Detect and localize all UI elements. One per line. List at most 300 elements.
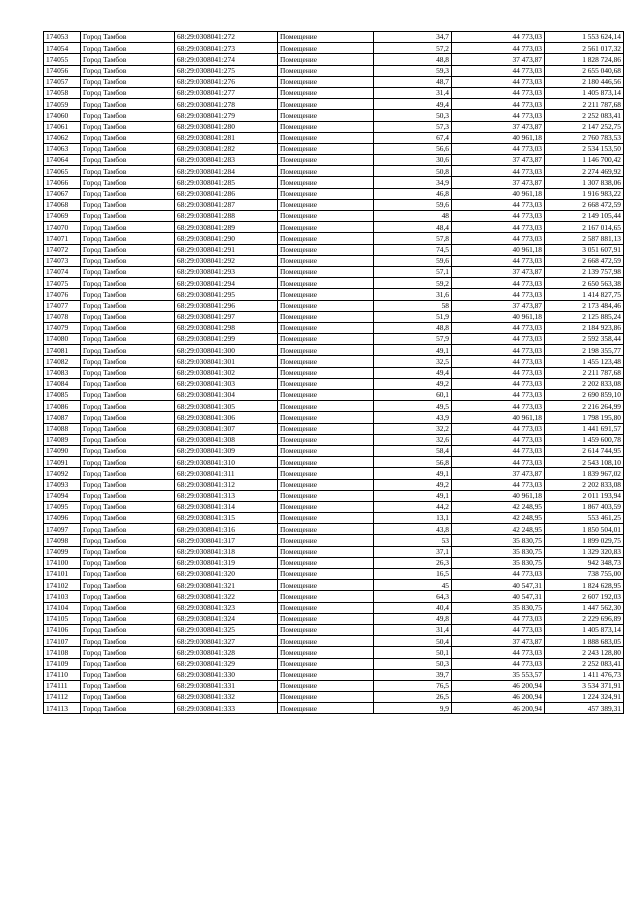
cell-object-type: Помещение <box>278 188 374 199</box>
cell-object-type: Помещение <box>278 569 374 580</box>
cell-municipality: Город Тамбов <box>81 266 175 277</box>
table-row <box>44 546 624 557</box>
cell-area: 34,7 <box>374 32 452 43</box>
cell-specific-value: 44 773,03 <box>452 390 545 401</box>
cell-cadastral-number: 68:29:0308041:315 <box>175 513 278 524</box>
cell-municipality: Город Тамбов <box>81 211 175 222</box>
table-row <box>44 87 624 98</box>
cell-municipality: Город Тамбов <box>81 199 175 210</box>
cell-row-number: 174088 <box>44 423 81 434</box>
table-row <box>44 121 624 132</box>
cell-row-number: 174058 <box>44 87 81 98</box>
cell-row-number: 174057 <box>44 76 81 87</box>
cell-object-type: Помещение <box>278 692 374 703</box>
cell-specific-value: 44 773,03 <box>452 356 545 367</box>
cell-specific-value: 37 473,87 <box>452 177 545 188</box>
cell-municipality: Город Тамбов <box>81 490 175 501</box>
cell-cadastral-value: 2 125 885,24 <box>545 311 624 322</box>
table-row <box>44 569 624 580</box>
cell-cadastral-number: 68:29:0308041:285 <box>175 177 278 188</box>
cell-specific-value: 44 773,03 <box>452 65 545 76</box>
table-row <box>44 222 624 233</box>
cell-municipality: Город Тамбов <box>81 513 175 524</box>
cell-cadastral-number: 68:29:0308041:295 <box>175 289 278 300</box>
cell-municipality: Город Тамбов <box>81 255 175 266</box>
cell-object-type: Помещение <box>278 602 374 613</box>
table-row <box>44 401 624 412</box>
cell-municipality: Город Тамбов <box>81 569 175 580</box>
cell-cadastral-value: 2 202 833,08 <box>545 479 624 490</box>
cell-specific-value: 44 773,03 <box>452 647 545 658</box>
cell-area: 48,8 <box>374 322 452 333</box>
cell-municipality: Город Тамбов <box>81 580 175 591</box>
table-row <box>44 266 624 277</box>
cell-area: 51,9 <box>374 311 452 322</box>
cell-specific-value: 35 830,75 <box>452 535 545 546</box>
cell-specific-value: 40 961,18 <box>452 188 545 199</box>
cell-row-number: 174111 <box>44 680 81 691</box>
cell-cadastral-number: 68:29:0308041:299 <box>175 334 278 345</box>
cell-object-type: Помещение <box>278 233 374 244</box>
cell-object-type: Помещение <box>278 76 374 87</box>
cell-object-type: Помещение <box>278 513 374 524</box>
cell-row-number: 174092 <box>44 468 81 479</box>
table-row <box>44 155 624 166</box>
cell-cadastral-number: 68:29:0308041:330 <box>175 669 278 680</box>
cell-municipality: Город Тамбов <box>81 121 175 132</box>
cell-cadastral-value: 1 899 029,75 <box>545 535 624 546</box>
cell-object-type: Помещение <box>278 457 374 468</box>
cell-row-number: 174112 <box>44 692 81 703</box>
cell-row-number: 174069 <box>44 211 81 222</box>
cell-municipality: Город Тамбов <box>81 378 175 389</box>
cell-row-number: 174108 <box>44 647 81 658</box>
cell-row-number: 174056 <box>44 65 81 76</box>
cell-cadastral-value: 1 839 967,02 <box>545 468 624 479</box>
cadastral-value-table <box>43 31 624 714</box>
cell-cadastral-number: 68:29:0308041:283 <box>175 155 278 166</box>
cell-municipality: Город Тамбов <box>81 624 175 635</box>
cell-object-type: Помещение <box>278 557 374 568</box>
cell-specific-value: 44 773,03 <box>452 345 545 356</box>
cell-object-type: Помещение <box>278 658 374 669</box>
cell-cadastral-value: 2 180 446,56 <box>545 76 624 87</box>
cell-cadastral-value: 1 798 195,80 <box>545 412 624 423</box>
cell-area: 74,5 <box>374 244 452 255</box>
table-row <box>44 199 624 210</box>
cell-row-number: 174089 <box>44 434 81 445</box>
table-row <box>44 658 624 669</box>
cell-specific-value: 40 547,31 <box>452 591 545 602</box>
cell-row-number: 174055 <box>44 54 81 65</box>
cell-specific-value: 44 773,03 <box>452 624 545 635</box>
cell-cadastral-value: 2 668 472,59 <box>545 199 624 210</box>
cell-cadastral-number: 68:29:0308041:316 <box>175 524 278 535</box>
cell-object-type: Помещение <box>278 244 374 255</box>
cell-cadastral-number: 68:29:0308041:300 <box>175 345 278 356</box>
cell-object-type: Помещение <box>278 155 374 166</box>
cell-cadastral-value: 1 414 827,75 <box>545 289 624 300</box>
cell-specific-value: 37 473,87 <box>452 121 545 132</box>
cell-municipality: Город Тамбов <box>81 334 175 345</box>
cell-area: 56,6 <box>374 143 452 154</box>
cell-specific-value: 40 961,18 <box>452 132 545 143</box>
cell-area: 53 <box>374 535 452 546</box>
cell-cadastral-number: 68:29:0308041:290 <box>175 233 278 244</box>
cell-cadastral-value: 1 405 873,14 <box>545 87 624 98</box>
cell-object-type: Помещение <box>278 703 374 714</box>
cell-cadastral-value: 2 216 264,99 <box>545 401 624 412</box>
cell-row-number: 174054 <box>44 43 81 54</box>
cell-cadastral-number: 68:29:0308041:311 <box>175 468 278 479</box>
cell-object-type: Помещение <box>278 591 374 602</box>
table-row <box>44 591 624 602</box>
cell-object-type: Помещение <box>278 32 374 43</box>
cell-object-type: Помещение <box>278 99 374 110</box>
cell-cadastral-value: 1 867 403,59 <box>545 501 624 512</box>
cell-area: 49,5 <box>374 401 452 412</box>
cell-row-number: 174072 <box>44 244 81 255</box>
cell-row-number: 174082 <box>44 356 81 367</box>
cell-municipality: Город Тамбов <box>81 132 175 143</box>
cell-municipality: Город Тамбов <box>81 188 175 199</box>
cell-cadastral-value: 1 146 700,42 <box>545 155 624 166</box>
cell-specific-value: 37 473,87 <box>452 266 545 277</box>
cell-cadastral-value: 457 389,31 <box>545 703 624 714</box>
cell-specific-value: 40 961,18 <box>452 311 545 322</box>
cell-cadastral-number: 68:29:0308041:304 <box>175 390 278 401</box>
cell-cadastral-value: 2 534 153,50 <box>545 143 624 154</box>
cell-municipality: Город Тамбов <box>81 423 175 434</box>
cell-municipality: Город Тамбов <box>81 311 175 322</box>
cell-object-type: Помещение <box>278 390 374 401</box>
cell-cadastral-number: 68:29:0308041:331 <box>175 680 278 691</box>
cell-specific-value: 37 473,87 <box>452 468 545 479</box>
cell-area: 31,6 <box>374 289 452 300</box>
table-row <box>44 300 624 311</box>
table-row <box>44 468 624 479</box>
cell-specific-value: 44 773,03 <box>452 322 545 333</box>
cell-specific-value: 35 830,75 <box>452 602 545 613</box>
cell-cadastral-number: 68:29:0308041:284 <box>175 166 278 177</box>
cell-object-type: Помещение <box>278 580 374 591</box>
cell-specific-value: 44 773,03 <box>452 457 545 468</box>
cell-cadastral-value: 1 224 324,91 <box>545 692 624 703</box>
cell-row-number: 174095 <box>44 501 81 512</box>
cell-area: 50,1 <box>374 647 452 658</box>
cell-area: 13,1 <box>374 513 452 524</box>
table-row <box>44 624 624 635</box>
cell-cadastral-value: 2 243 128,80 <box>545 647 624 658</box>
cell-cadastral-number: 68:29:0308041:293 <box>175 266 278 277</box>
cell-cadastral-value: 2 229 696,89 <box>545 613 624 624</box>
cell-area: 57,1 <box>374 266 452 277</box>
cell-object-type: Помещение <box>278 289 374 300</box>
cell-row-number: 174070 <box>44 222 81 233</box>
table-row <box>44 367 624 378</box>
cell-area: 9,9 <box>374 703 452 714</box>
cell-specific-value: 44 773,03 <box>452 255 545 266</box>
table-row <box>44 378 624 389</box>
cell-cadastral-number: 68:29:0308041:275 <box>175 65 278 76</box>
cell-area: 46,8 <box>374 188 452 199</box>
cell-cadastral-number: 68:29:0308041:303 <box>175 378 278 389</box>
cell-area: 40,4 <box>374 602 452 613</box>
table-row <box>44 345 624 356</box>
table-row <box>44 99 624 110</box>
cell-municipality: Город Тамбов <box>81 278 175 289</box>
table-row <box>44 76 624 87</box>
cell-municipality: Город Тамбов <box>81 445 175 456</box>
cell-cadastral-number: 68:29:0308041:309 <box>175 445 278 456</box>
cell-row-number: 174085 <box>44 390 81 401</box>
cell-area: 76,5 <box>374 680 452 691</box>
cell-object-type: Помещение <box>278 680 374 691</box>
table-row <box>44 513 624 524</box>
cell-municipality: Город Тамбов <box>81 345 175 356</box>
cell-row-number: 174107 <box>44 636 81 647</box>
table-row <box>44 669 624 680</box>
cell-row-number: 174103 <box>44 591 81 602</box>
table-row <box>44 692 624 703</box>
cell-specific-value: 40 547,31 <box>452 580 545 591</box>
cell-cadastral-value: 2 211 787,68 <box>545 367 624 378</box>
cell-area: 49,2 <box>374 378 452 389</box>
table-row <box>44 177 624 188</box>
cell-municipality: Город Тамбов <box>81 524 175 535</box>
cell-cadastral-value: 2 211 787,68 <box>545 99 624 110</box>
cell-cadastral-number: 68:29:0308041:327 <box>175 636 278 647</box>
cell-row-number: 174113 <box>44 703 81 714</box>
cell-specific-value: 37 473,87 <box>452 54 545 65</box>
cell-object-type: Помещение <box>278 647 374 658</box>
cell-row-number: 174080 <box>44 334 81 345</box>
cell-row-number: 174064 <box>44 155 81 166</box>
cell-cadastral-value: 2 147 252,75 <box>545 121 624 132</box>
cell-municipality: Город Тамбов <box>81 457 175 468</box>
table-body <box>44 32 624 714</box>
cell-area: 48,8 <box>374 54 452 65</box>
cell-municipality: Город Тамбов <box>81 546 175 557</box>
cell-area: 48 <box>374 211 452 222</box>
cell-object-type: Помещение <box>278 322 374 333</box>
cell-area: 50,8 <box>374 166 452 177</box>
cell-cadastral-number: 68:29:0308041:274 <box>175 54 278 65</box>
cell-cadastral-value: 2 149 105,44 <box>545 211 624 222</box>
cell-municipality: Город Тамбов <box>81 669 175 680</box>
cell-object-type: Помещение <box>278 54 374 65</box>
cell-cadastral-value: 2 184 923,86 <box>545 322 624 333</box>
cell-specific-value: 44 773,03 <box>452 166 545 177</box>
table-row <box>44 278 624 289</box>
cell-municipality: Город Тамбов <box>81 177 175 188</box>
cell-cadastral-number: 68:29:0308041:291 <box>175 244 278 255</box>
cell-municipality: Город Тамбов <box>81 647 175 658</box>
cell-municipality: Город Тамбов <box>81 43 175 54</box>
cell-area: 31,4 <box>374 624 452 635</box>
cell-cadastral-value: 1 459 600,78 <box>545 434 624 445</box>
cell-specific-value: 44 773,03 <box>452 289 545 300</box>
cell-cadastral-value: 2 614 744,95 <box>545 445 624 456</box>
cell-cadastral-value: 738 755,00 <box>545 569 624 580</box>
cell-area: 59,2 <box>374 278 452 289</box>
cell-cadastral-value: 2 139 757,98 <box>545 266 624 277</box>
cell-object-type: Помещение <box>278 445 374 456</box>
cell-municipality: Город Тамбов <box>81 322 175 333</box>
cell-row-number: 174068 <box>44 199 81 210</box>
cell-cadastral-number: 68:29:0308041:301 <box>175 356 278 367</box>
cell-specific-value: 44 773,03 <box>452 143 545 154</box>
cell-area: 49,8 <box>374 613 452 624</box>
cell-cadastral-number: 68:29:0308041:297 <box>175 311 278 322</box>
cell-cadastral-value: 2 252 083,41 <box>545 658 624 669</box>
cell-object-type: Помещение <box>278 65 374 76</box>
table-row <box>44 289 624 300</box>
cell-area: 45 <box>374 580 452 591</box>
cell-object-type: Помещение <box>278 501 374 512</box>
table-row <box>44 501 624 512</box>
cell-cadastral-number: 68:29:0308041:289 <box>175 222 278 233</box>
cell-municipality: Город Тамбов <box>81 356 175 367</box>
cell-municipality: Город Тамбов <box>81 468 175 479</box>
table-row <box>44 65 624 76</box>
cell-row-number: 174074 <box>44 266 81 277</box>
cell-area: 64,3 <box>374 591 452 602</box>
cell-cadastral-value: 2 760 783,53 <box>545 132 624 143</box>
cell-municipality: Город Тамбов <box>81 244 175 255</box>
table-row <box>44 445 624 456</box>
cell-cadastral-value: 553 461,25 <box>545 513 624 524</box>
cell-municipality: Город Тамбов <box>81 222 175 233</box>
table-row <box>44 311 624 322</box>
cell-cadastral-number: 68:29:0308041:317 <box>175 535 278 546</box>
cell-area: 59,6 <box>374 199 452 210</box>
cell-municipality: Город Тамбов <box>81 613 175 624</box>
cell-cadastral-number: 68:29:0308041:286 <box>175 188 278 199</box>
cell-row-number: 174098 <box>44 535 81 546</box>
cell-area: 58,4 <box>374 445 452 456</box>
cell-object-type: Помещение <box>278 177 374 188</box>
cell-row-number: 174071 <box>44 233 81 244</box>
cell-area: 32,5 <box>374 356 452 367</box>
cell-row-number: 174075 <box>44 278 81 289</box>
cell-municipality: Город Тамбов <box>81 692 175 703</box>
cell-object-type: Помещение <box>278 278 374 289</box>
cell-area: 49,4 <box>374 367 452 378</box>
table-row <box>44 322 624 333</box>
cell-specific-value: 37 473,87 <box>452 155 545 166</box>
cell-municipality: Город Тамбов <box>81 32 175 43</box>
cell-specific-value: 35 830,75 <box>452 546 545 557</box>
cell-row-number: 174081 <box>44 345 81 356</box>
cell-cadastral-value: 2 655 040,68 <box>545 65 624 76</box>
cell-row-number: 174102 <box>44 580 81 591</box>
cell-cadastral-value: 2 011 193,94 <box>545 490 624 501</box>
cell-cadastral-number: 68:29:0308041:298 <box>175 322 278 333</box>
cell-municipality: Город Тамбов <box>81 143 175 154</box>
cell-cadastral-value: 2 274 469,92 <box>545 166 624 177</box>
cell-specific-value: 44 773,03 <box>452 222 545 233</box>
cell-municipality: Город Тамбов <box>81 557 175 568</box>
cell-object-type: Помещение <box>278 132 374 143</box>
cell-area: 49,1 <box>374 490 452 501</box>
cell-municipality: Город Тамбов <box>81 155 175 166</box>
cell-row-number: 174061 <box>44 121 81 132</box>
cell-municipality: Город Тамбов <box>81 501 175 512</box>
cell-municipality: Город Тамбов <box>81 233 175 244</box>
cell-municipality: Город Тамбов <box>81 76 175 87</box>
cell-row-number: 174078 <box>44 311 81 322</box>
table-row <box>44 390 624 401</box>
cell-specific-value: 42 248,95 <box>452 513 545 524</box>
cell-cadastral-number: 68:29:0308041:288 <box>175 211 278 222</box>
cell-specific-value: 44 773,03 <box>452 87 545 98</box>
cell-cadastral-value: 1 411 476,73 <box>545 669 624 680</box>
cell-specific-value: 44 773,03 <box>452 32 545 43</box>
table-row <box>44 211 624 222</box>
cell-row-number: 174060 <box>44 110 81 121</box>
cell-municipality: Город Тамбов <box>81 367 175 378</box>
cell-cadastral-number: 68:29:0308041:280 <box>175 121 278 132</box>
cell-area: 67,4 <box>374 132 452 143</box>
cell-object-type: Помещение <box>278 255 374 266</box>
cell-object-type: Помещение <box>278 535 374 546</box>
table-row <box>44 412 624 423</box>
cell-row-number: 174091 <box>44 457 81 468</box>
table-row <box>44 490 624 501</box>
cell-row-number: 174106 <box>44 624 81 635</box>
cell-cadastral-number: 68:29:0308041:320 <box>175 569 278 580</box>
table-row <box>44 636 624 647</box>
cell-specific-value: 44 773,03 <box>452 658 545 669</box>
cell-object-type: Помещение <box>278 334 374 345</box>
cell-cadastral-value: 1 888 683,05 <box>545 636 624 647</box>
cell-area: 16,5 <box>374 569 452 580</box>
cell-specific-value: 42 248,95 <box>452 524 545 535</box>
cell-municipality: Город Тамбов <box>81 636 175 647</box>
cell-row-number: 174093 <box>44 479 81 490</box>
cell-area: 49,1 <box>374 345 452 356</box>
cell-row-number: 174104 <box>44 602 81 613</box>
cell-object-type: Помещение <box>278 434 374 445</box>
cell-cadastral-number: 68:29:0308041:287 <box>175 199 278 210</box>
cell-row-number: 174100 <box>44 557 81 568</box>
cell-municipality: Город Тамбов <box>81 166 175 177</box>
cell-object-type: Помещение <box>278 266 374 277</box>
cell-cadastral-number: 68:29:0308041:279 <box>175 110 278 121</box>
cell-object-type: Помещение <box>278 378 374 389</box>
cell-area: 56,8 <box>374 457 452 468</box>
cell-object-type: Помещение <box>278 356 374 367</box>
cell-municipality: Город Тамбов <box>81 591 175 602</box>
cell-cadastral-number: 68:29:0308041:282 <box>175 143 278 154</box>
cell-cadastral-value: 2 607 192,03 <box>545 591 624 602</box>
cell-cadastral-number: 68:29:0308041:333 <box>175 703 278 714</box>
cell-object-type: Помещение <box>278 490 374 501</box>
table-row <box>44 110 624 121</box>
cell-cadastral-number: 68:29:0308041:278 <box>175 99 278 110</box>
cell-cadastral-number: 68:29:0308041:319 <box>175 557 278 568</box>
cell-cadastral-value: 1 329 320,83 <box>545 546 624 557</box>
cell-object-type: Помещение <box>278 110 374 121</box>
cell-area: 50,3 <box>374 110 452 121</box>
cell-area: 26,5 <box>374 692 452 703</box>
cell-cadastral-value: 2 587 881,13 <box>545 233 624 244</box>
table-row <box>44 535 624 546</box>
cell-cadastral-number: 68:29:0308041:308 <box>175 434 278 445</box>
cell-specific-value: 46 200,94 <box>452 692 545 703</box>
cell-cadastral-number: 68:29:0308041:272 <box>175 32 278 43</box>
